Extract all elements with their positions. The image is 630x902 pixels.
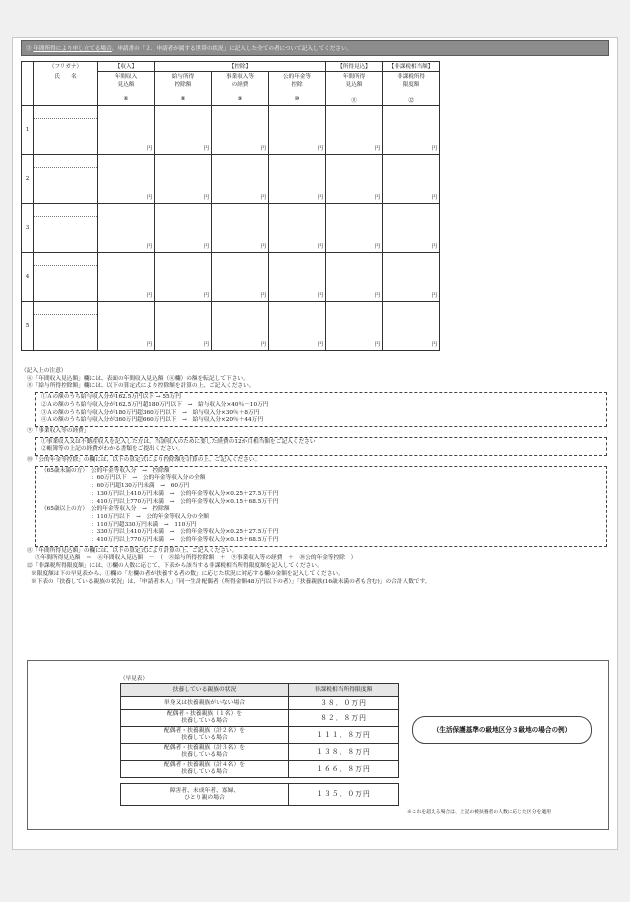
table-row: [22, 106, 440, 155]
col-marker-10: ⑩: [269, 96, 326, 106]
annual-income-field[interactable]: [98, 155, 155, 204]
yen-unit: 円: [431, 342, 437, 348]
business-expense-field[interactable]: [212, 204, 269, 253]
yen-unit: 円: [203, 146, 209, 152]
yen-unit: 円: [431, 146, 437, 152]
annual-income-field[interactable]: [98, 106, 155, 155]
quick-limit: １３５．０万円: [289, 784, 399, 806]
yen-unit: 円: [203, 195, 209, 201]
note-12b: ※下表の「扶養している親族の状況」は、「申請者本人」「同一生計配偶者（所得金額48万円以下の者）」「扶養親族(16歳未満の者も含む)」の合計人数です。: [31, 578, 431, 585]
section-condition: 年間所得により申し立てる場合: [33, 46, 112, 52]
yen-unit: 円: [431, 293, 437, 299]
note-8c: ③Ａの額のうち給与収入分が180万円超360万円以下 → 給与収入分×30％＋8万円: [41, 409, 260, 416]
yen-unit: 円: [374, 342, 380, 348]
yen-unit: 円: [260, 195, 266, 201]
income-table: [21, 61, 440, 351]
note-12: ⑫「非課税所得限度額」には、①欄の人数に応じて、下表から該当する非課税相当所得限度額を記入してください。: [27, 563, 323, 570]
quick-limit: ８２．８万円: [289, 710, 399, 727]
nontax-limit-field[interactable]: [383, 106, 440, 155]
col-marker-12: ⑫: [383, 96, 440, 106]
quick-row: [121, 697, 399, 710]
name-field[interactable]: [34, 315, 97, 350]
quick-reference-box: [27, 660, 609, 830]
row-number: 5: [22, 302, 34, 351]
note-10-under65: （65歳未満の方） 公的年金等収入分 → 控除額: [41, 467, 170, 474]
table-row: [22, 302, 440, 351]
furigana-field[interactable]: [34, 106, 97, 119]
yen-unit: 円: [146, 342, 152, 348]
note-10-under65-4: ：410万円以上770万円未満 → 公的年金等収入分×0.15＋68.5万千円: [91, 498, 279, 505]
business-expense-box: [35, 437, 607, 456]
name-cell[interactable]: [34, 302, 98, 351]
yen-unit: 円: [260, 293, 266, 299]
note-11: ⑪「年間所得見込額」の欄には、以下の算定式により計算の上、ご記入ください。: [27, 547, 238, 554]
quick-limit: １６６．８万円: [289, 761, 399, 778]
quick-reference-title: （早見表）: [120, 676, 148, 682]
income-group-header: 【収入】: [98, 62, 155, 72]
salary-deduction-field[interactable]: [155, 204, 212, 253]
furigana-field[interactable]: [34, 302, 97, 315]
notes-title: （記入上の注意）: [21, 368, 67, 374]
col-marker-11: ⑪: [326, 96, 383, 106]
pension-deduction-field[interactable]: [269, 155, 326, 204]
nontax-limit-field[interactable]: [383, 155, 440, 204]
furigana-field[interactable]: [34, 155, 97, 168]
quick-row: [121, 744, 399, 761]
note-8d: ④Ａの額のうち給与収入分が360万円超660万円以下 → 給与収入分×20％＋44万円: [41, 417, 264, 424]
pension-deduction-field[interactable]: [269, 106, 326, 155]
quick-status: 配偶者・扶養親族（計４名）を 扶養している場合: [121, 761, 289, 778]
name-header: 氏 名: [34, 72, 98, 106]
section-instruction: 、申請書の「２．申請者が属する世帯の状況」に記入した全ての者について記入してください。: [111, 46, 353, 52]
note-10-over65-1: ：110万円以下 → 公的年金等収入分の全額: [91, 513, 209, 520]
yen-unit: 円: [203, 293, 209, 299]
pension-deduction-box: [35, 466, 607, 547]
quick-reference-note: ※これを超える場合は、上記の被扶養者の人数に応じた区分を適用: [407, 810, 551, 815]
row-number: 2: [22, 155, 34, 204]
yen-unit: 円: [317, 195, 323, 201]
row-number: 3: [22, 204, 34, 253]
annual-income-field[interactable]: [98, 253, 155, 302]
note-10-under65-3: ：130万円以上410万円未満 → 公的年金等収入分×0.25＋27.5万千円: [91, 490, 279, 497]
name-cell[interactable]: [34, 106, 98, 155]
quick-status: 配偶者・扶養親族（計３名）を 扶養している場合: [121, 744, 289, 761]
name-cell[interactable]: [34, 253, 98, 302]
col-marker-9: ⑨: [212, 96, 269, 106]
note-8b: ②Ａの額のうち給与収入分が162.5万円超180万円以下 → 給与収入分×40％－10万円: [41, 401, 269, 408]
quick-row: [121, 784, 399, 806]
yen-unit: 円: [146, 146, 152, 152]
annual-income-field[interactable]: [98, 302, 155, 351]
quick-row: [121, 727, 399, 744]
business-expense-field[interactable]: [212, 155, 269, 204]
quick-limit: １１１．８万円: [289, 727, 399, 744]
annual-income-field[interactable]: [98, 204, 155, 253]
quick-status: 配偶者・扶養親族（計２名）を 扶養している場合: [121, 727, 289, 744]
nontax-group-header: 【非課税相当額】: [383, 62, 440, 72]
quick-limit: ３８．０万円: [289, 697, 399, 710]
furigana-field[interactable]: [34, 253, 97, 266]
quick-status: 配偶者・扶養親族（１名）を 扶養している場合: [121, 710, 289, 727]
row-number-header: [22, 62, 34, 106]
nontax-limit-header: 非課税所得 限度額: [383, 72, 440, 96]
income-estimate-group-header: 【所得見込】: [326, 62, 383, 72]
nontax-limit-field[interactable]: [383, 302, 440, 351]
note-10-over65-4: ：410万円以上770万円未満 → 公的年金等収入分×0.15＋68.5万千円: [91, 537, 279, 544]
quick-status: 障害者、未成年者、寡婦、 ひとり親の場合: [121, 784, 289, 806]
yen-unit: 円: [260, 146, 266, 152]
salary-deduction-field[interactable]: [155, 253, 212, 302]
note-9b: ②帳簿等の上記の経費がわかる書類をご提出ください。: [41, 446, 184, 453]
salary-deduction-box: [35, 392, 607, 427]
business-expense-field[interactable]: [212, 302, 269, 351]
nontax-limit-field[interactable]: [383, 253, 440, 302]
form-sheet: [12, 37, 618, 850]
yen-unit: 円: [317, 342, 323, 348]
col-marker-8: ⑧: [155, 96, 212, 106]
yen-unit: 円: [203, 342, 209, 348]
col-marker-6: ⑥: [98, 96, 155, 106]
table-row: [22, 204, 440, 253]
name-cell[interactable]: [34, 155, 98, 204]
income-estimate-field[interactable]: [326, 253, 383, 302]
yen-unit: 円: [317, 293, 323, 299]
note-10-over65-2: ：110万円超330万円未満 → 110万円: [91, 521, 197, 528]
note-9: ⑨「事業収入等の経費」: [27, 427, 90, 434]
section-number: ③: [26, 46, 32, 52]
note-8: ⑧「給与所得控除額」欄には、以下の算定式により控除額を計算の上、ご記入ください。: [27, 383, 255, 390]
note-10-under65-1: ：60万円以下 → 公的年金等収入分の全額: [91, 475, 206, 482]
yen-unit: 円: [146, 293, 152, 299]
yen-unit: 円: [146, 195, 152, 201]
income-estimate-field[interactable]: [326, 204, 383, 253]
deduction-group-header: 【控除】: [155, 62, 326, 72]
salary-deduction-field[interactable]: [155, 155, 212, 204]
name-field[interactable]: [34, 119, 97, 154]
row-number: 4: [22, 253, 34, 302]
row-number: 1: [22, 106, 34, 155]
yen-unit: 円: [317, 244, 323, 250]
note-10-under65-2: ：60万円超130万円未満 → 60万円: [91, 483, 190, 490]
yen-unit: 円: [374, 195, 380, 201]
note-8a: ①Ａの額のうち給与収入分が162.5万円以下 → 55万円: [41, 394, 181, 401]
annual-income-header: 年間収入 見込額: [98, 72, 155, 96]
table-row: [22, 155, 440, 204]
quick-header-limit: 非課税相当所得限度額: [289, 684, 399, 697]
furigana-field[interactable]: [34, 204, 97, 217]
section-header: [21, 40, 609, 56]
salary-deduction-field[interactable]: [155, 106, 212, 155]
furigana-header: （フリガナ）: [34, 62, 98, 72]
business-expense-field[interactable]: [212, 106, 269, 155]
quick-row: [121, 761, 399, 778]
yen-unit: 円: [431, 195, 437, 201]
yen-unit: 円: [260, 342, 266, 348]
nontax-limit-field[interactable]: [383, 204, 440, 253]
note-9a: ①事業収入又は不動産収入を記入した方は、当該収入のために要した経費の12か月相当額をご記入ください: [41, 438, 316, 445]
name-field[interactable]: [34, 168, 97, 203]
salary-deduction-field[interactable]: [155, 302, 212, 351]
quick-header-status: 扶養している親族の状況: [121, 684, 289, 697]
yen-unit: 円: [374, 146, 380, 152]
income-estimate-field[interactable]: [326, 302, 383, 351]
name-field[interactable]: [34, 266, 97, 301]
note-10-over65: （65歳以上の方） 公的年金等収入分 → 控除額: [41, 506, 170, 513]
yen-unit: 円: [374, 244, 380, 250]
notes-section: [21, 368, 609, 586]
quick-limit: １３８．８万円: [289, 744, 399, 761]
business-expense-header: 事業収入等 の経費: [212, 72, 269, 96]
pension-deduction-field[interactable]: [269, 204, 326, 253]
grade-example-label: （生活保護基準の級地区分３級地の場合の例）: [412, 716, 592, 744]
quick-reference-table: [120, 683, 399, 806]
name-field[interactable]: [34, 217, 97, 252]
note-11-formula: ⑤年間所得見込額 ＝ ⑥年間収入見込額 － （ ⑧給与所得控除額 ＋ ⑨事業収入等の経費 ＋ ⑩公的年金等控除 ）: [35, 555, 357, 562]
yen-unit: 円: [203, 244, 209, 250]
name-cell[interactable]: [34, 204, 98, 253]
yen-unit: 円: [317, 146, 323, 152]
yen-unit: 円: [260, 244, 266, 250]
pension-deduction-header: 公的年金等 控除: [269, 72, 326, 96]
note-6: ⑥「年間収入見込額」欄には、表面の年間収入見込額（⑥欄）の額を転記して下さい。: [27, 375, 249, 382]
quick-row: [121, 710, 399, 727]
yen-unit: 円: [146, 244, 152, 250]
income-estimate-field[interactable]: [326, 106, 383, 155]
yen-unit: 円: [374, 293, 380, 299]
income-estimate-field[interactable]: [326, 155, 383, 204]
pension-deduction-field[interactable]: [269, 302, 326, 351]
note-10-over65-3: ：330万円以上410万円未満 → 公的年金等収入分×0.25＋27.5万千円: [91, 529, 279, 536]
quick-status: 単身又は扶養親族がいない場合: [121, 697, 289, 710]
note-10: ⑩「公的年金等控除」の欄には、以下の算定式により控除額を計算の上、ご記入ください。: [27, 457, 261, 464]
note-12a: ※限度額は下の早見表から、①欄の「左欄の者が扶養する者の数」に応じた状況に対応する欄の金額を記入してください。: [31, 570, 344, 577]
salary-deduction-header: 給与所得 控除額: [155, 72, 212, 96]
business-expense-field[interactable]: [212, 253, 269, 302]
yen-unit: 円: [431, 244, 437, 250]
annual-income-estimate-header: 年間所得 見込額: [326, 72, 383, 96]
table-row: [22, 253, 440, 302]
pension-deduction-field[interactable]: [269, 253, 326, 302]
